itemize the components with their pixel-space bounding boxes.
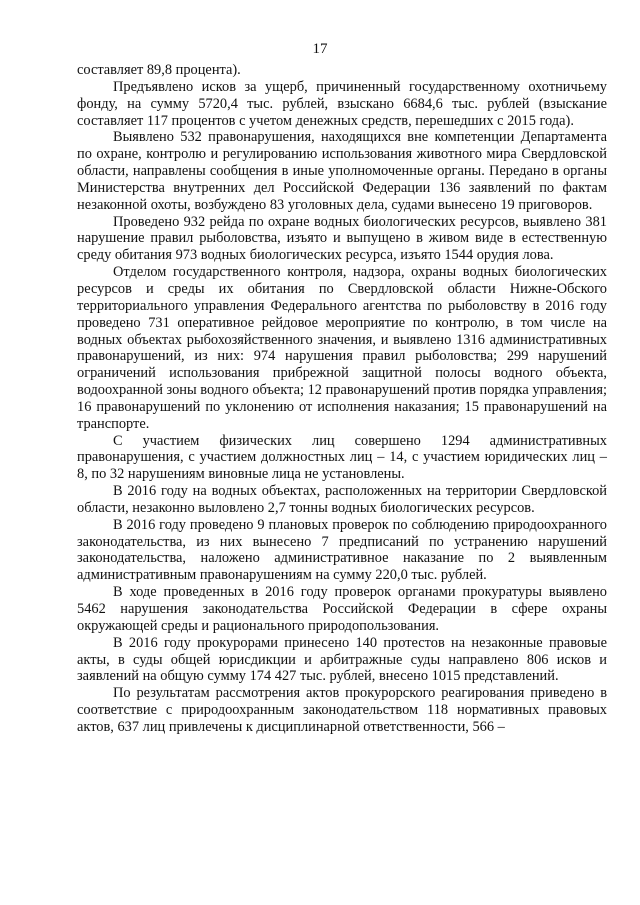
paragraph-prosecutor-violations: В ходе проведенных в 2016 году проверок органами прокуратуры выявлено 5462 нарушения законодательства Российской Федерации в сфере охраны окружающей среды и рационального природопользования. xyxy=(77,584,607,634)
paragraph-hunting-damage-claims: Предъявлено исков за ущерб, причиненный государственному охотничьему фонду, на сумму 5720,4 тыс. рублей, взыскано 6684,6 тыс. рублей (взыскание составляет 117 процентов с учетом денежных средств, перешедших с 2015 года). xyxy=(77,78,607,129)
document-body xyxy=(77,62,607,736)
page-number: 17 xyxy=(312,41,328,57)
paragraph-fisheries-control: Отделом государственного контроля, надзора, охраны водных биологических ресурсов и среды их обитания по Свердловской области Нижне-Обского территориального управления Федерального агентства по рыболовству в 2016 году проведено 731 оперативное рейдовое мероприятие по контролю, в том числе на водных объектах рыбохозяйственного значения, и выявлено 1316 административных правонарушений, из них: 974 нарушения правил рыболовства; 299 нарушений ограничений использования прибрежной защитной полосы водного объекта, водоохранной зоны водного объекта; 12 правонарушений против порядка управления; 16 правонарушений по уклонению от исполнения наказания; 15 правонарушений на транспорте. xyxy=(77,264,607,432)
paragraph-prosecutor-protests: В 2016 году прокурорами принесено 140 протестов на незаконные правовые акты, в суды общей юрисдикции и арбитражные суды направлено 806 исков и заявлений на общую сумму 174 427 тыс. рублей, внесено 1015 представлений. xyxy=(77,634,607,685)
paragraph-continuation: составляет 89,8 процента). xyxy=(77,62,241,78)
paragraph-offenders-breakdown: С участием физических лиц совершено 1294 административных правонарушения, с участием должностных лиц – 14, с участием юридических лиц – 8, по 32 нарушениям виновные лица не установлены. xyxy=(77,432,607,483)
paragraph-prosecutor-results: По результатам рассмотрения актов прокурорского реагирования приведено в соответствие с природоохранным законодательством 118 нормативных правовых актов, 637 лиц привлечены к дисциплинарной ответственности, 566 – xyxy=(77,685,607,735)
paragraph-water-resources-raids: Проведено 932 рейда по охране водных биологических ресурсов, выявлено 381 нарушение правил рыболовства, изъято и выпущено в живом виде в естественную среду обитания 973 водных биологических ресурса, изъято 1544 орудия лова. xyxy=(77,213,607,264)
paragraph-offences-outside-competence: Выявлено 532 правонарушения, находящихся вне компетенции Департамента по охране, контролю и регулированию использования животного мира Свердловской области, направлены сообщения в иные уполномоченные органы. Передано в органы Министерства внутренних дел Российской Федерации 136 заявлений по фактам незаконной охоты, возбуждено 83 уголовных дела, судами вынесено 19 приговоров. xyxy=(77,129,607,213)
paragraph-illegal-catch: В 2016 году на водных объектах, расположенных на территории Свердловской области, незаконно выловлено 2,7 тонны водных биологических ресурсов. xyxy=(77,483,607,516)
paragraph-planned-inspections: В 2016 году проведено 9 плановых проверок по соблюдению природоохранного законодательства, из них вынесено 7 предписаний по устранению нарушений законодательства, наложено административное наказание по 2 выявленным административным правонарушениям на сумму 220,0 тыс. рублей. xyxy=(77,516,607,584)
